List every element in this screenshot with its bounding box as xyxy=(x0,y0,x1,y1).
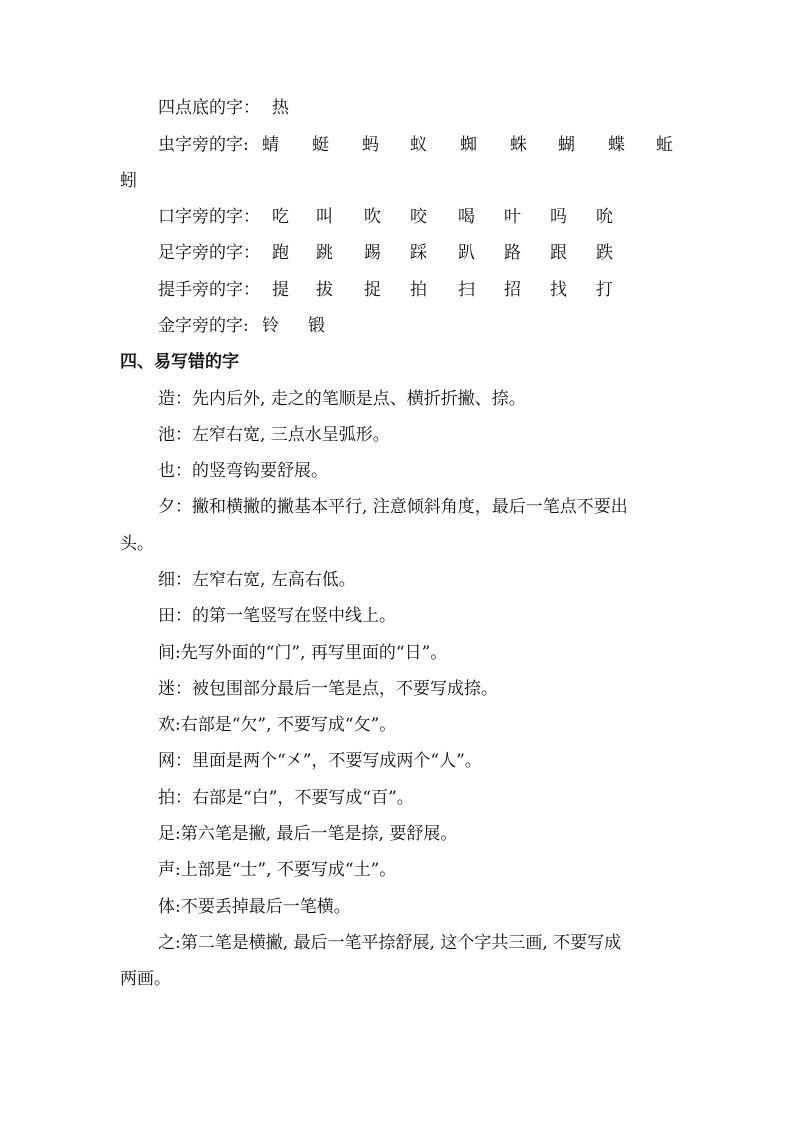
note-item xyxy=(0,855,794,885)
note-text: 头。 xyxy=(120,534,154,554)
radical-row-sidiandi xyxy=(0,93,794,123)
radical-label: 口字旁的字： xyxy=(158,207,260,227)
radical-char: 喝 xyxy=(458,207,475,227)
radical-char: 蛛 xyxy=(510,135,527,155)
radical-char: 趴 xyxy=(458,243,475,263)
radical-char: 叫 xyxy=(316,207,333,227)
note-text: 迷：被包围部分最后一笔是点，不要写成捺。 xyxy=(158,679,498,699)
radical-char: 捉 xyxy=(364,280,381,300)
note-item xyxy=(0,384,794,414)
note-text: 之:第二笔是横撇, 最后一笔平捺舒展, 这个字共三画, 不要写成 xyxy=(158,933,622,953)
radical-char: 吹 xyxy=(364,207,381,227)
note-item-continuation xyxy=(0,964,794,994)
radical-char: 踢 xyxy=(364,243,381,263)
note-item xyxy=(0,819,794,849)
note-text: 田：的第一笔竖写在竖中线上。 xyxy=(158,606,396,626)
radical-char: 吃 xyxy=(272,207,289,227)
note-text: 网：里面是两个“㐅”，不要写成两个“人”。 xyxy=(158,751,482,771)
radical-char: 跑 xyxy=(272,243,289,263)
radical-row-jinzipang xyxy=(0,311,794,341)
radical-char: 叶 xyxy=(504,207,521,227)
radical-char: 铃 xyxy=(262,316,279,336)
note-text: 拍：右部是“白”，不要写成“百”。 xyxy=(158,788,414,808)
radical-label: 虫字旁的字: xyxy=(158,135,249,155)
radical-char: 踩 xyxy=(410,243,427,263)
note-text: 夕：撇和横撇的撇基本平行, 注意倾斜角度，最后一笔点不要出 xyxy=(158,497,628,517)
radical-char: 蝴 xyxy=(558,135,575,155)
radical-char: 找 xyxy=(550,280,567,300)
radical-char: 打 xyxy=(596,280,613,300)
note-text: 声:上部是“士”, 不要写成“土”。 xyxy=(158,860,397,880)
radical-char: 路 xyxy=(504,243,521,263)
radical-label: 四点底的字： xyxy=(158,98,260,118)
radical-char: 跟 xyxy=(550,243,567,263)
note-text: 足:第六笔是撇, 最后一笔是捺, 要舒展。 xyxy=(158,824,458,844)
note-item xyxy=(0,892,794,922)
note-text: 间:先写外面的“门”, 再写里面的“日”。 xyxy=(158,643,448,663)
radical-char: 招 xyxy=(504,280,521,300)
note-item-continuation xyxy=(0,529,794,559)
note-item xyxy=(0,746,794,776)
note-item xyxy=(0,638,794,668)
note-item xyxy=(0,601,794,631)
radical-label: 足字旁的字： xyxy=(158,243,260,263)
radical-char: 跳 xyxy=(316,243,333,263)
radical-char: 拔 xyxy=(316,280,333,300)
radical-row-kouzipang xyxy=(0,202,794,232)
radical-char: 蝶 xyxy=(608,135,625,155)
radical-char: 吗 xyxy=(550,207,567,227)
note-text: 也：的竖弯钩要舒展。 xyxy=(158,461,328,481)
note-item xyxy=(0,710,794,740)
radical-char: 蚁 xyxy=(410,135,427,155)
radical-char: 咬 xyxy=(410,207,427,227)
radical-char: 蚓 xyxy=(120,171,137,191)
radical-row-continuation xyxy=(0,166,794,196)
radical-row-zuzipang xyxy=(0,238,794,268)
radical-char: 蜓 xyxy=(312,135,329,155)
radical-row-tishoupang xyxy=(0,275,794,305)
radical-char: 蚂 xyxy=(362,135,379,155)
note-item xyxy=(0,928,794,958)
radical-char: 拍 xyxy=(410,280,427,300)
note-text: 两画。 xyxy=(120,969,171,989)
radical-char: 提 xyxy=(272,280,289,300)
section-title: 四、易写错的字 xyxy=(120,352,239,372)
radical-char: 跌 xyxy=(596,243,613,263)
note-text: 池：左窄右宽, 三点水呈弧形。 xyxy=(158,425,390,445)
note-item xyxy=(0,420,794,450)
radical-label: 金字旁的字: xyxy=(158,316,249,336)
note-item xyxy=(0,565,794,595)
radical-char: 热 xyxy=(272,98,289,118)
radical-char: 锻 xyxy=(308,316,325,336)
note-text: 体:不要丢掉最后一笔横。 xyxy=(158,897,351,917)
radical-char: 蚯 xyxy=(656,135,673,155)
radical-char: 扫 xyxy=(458,280,475,300)
note-item xyxy=(0,492,794,522)
note-item xyxy=(0,783,794,813)
radical-row-chongzipang xyxy=(0,130,794,160)
radical-char: 蜻 xyxy=(262,135,279,155)
section-heading xyxy=(0,347,794,377)
note-text: 细：左窄右宽, 左高右低。 xyxy=(158,570,356,590)
radical-char: 蜘 xyxy=(460,135,477,155)
note-item xyxy=(0,456,794,486)
radical-label: 提手旁的字： xyxy=(158,280,260,300)
note-text: 造：先内后外, 走之的笔顺是点、横折折撇、捺。 xyxy=(158,389,526,409)
note-item xyxy=(0,674,794,704)
note-text: 欢:右部是“欠”, 不要写成“攵”。 xyxy=(158,715,397,735)
radical-char: 吮 xyxy=(596,207,613,227)
